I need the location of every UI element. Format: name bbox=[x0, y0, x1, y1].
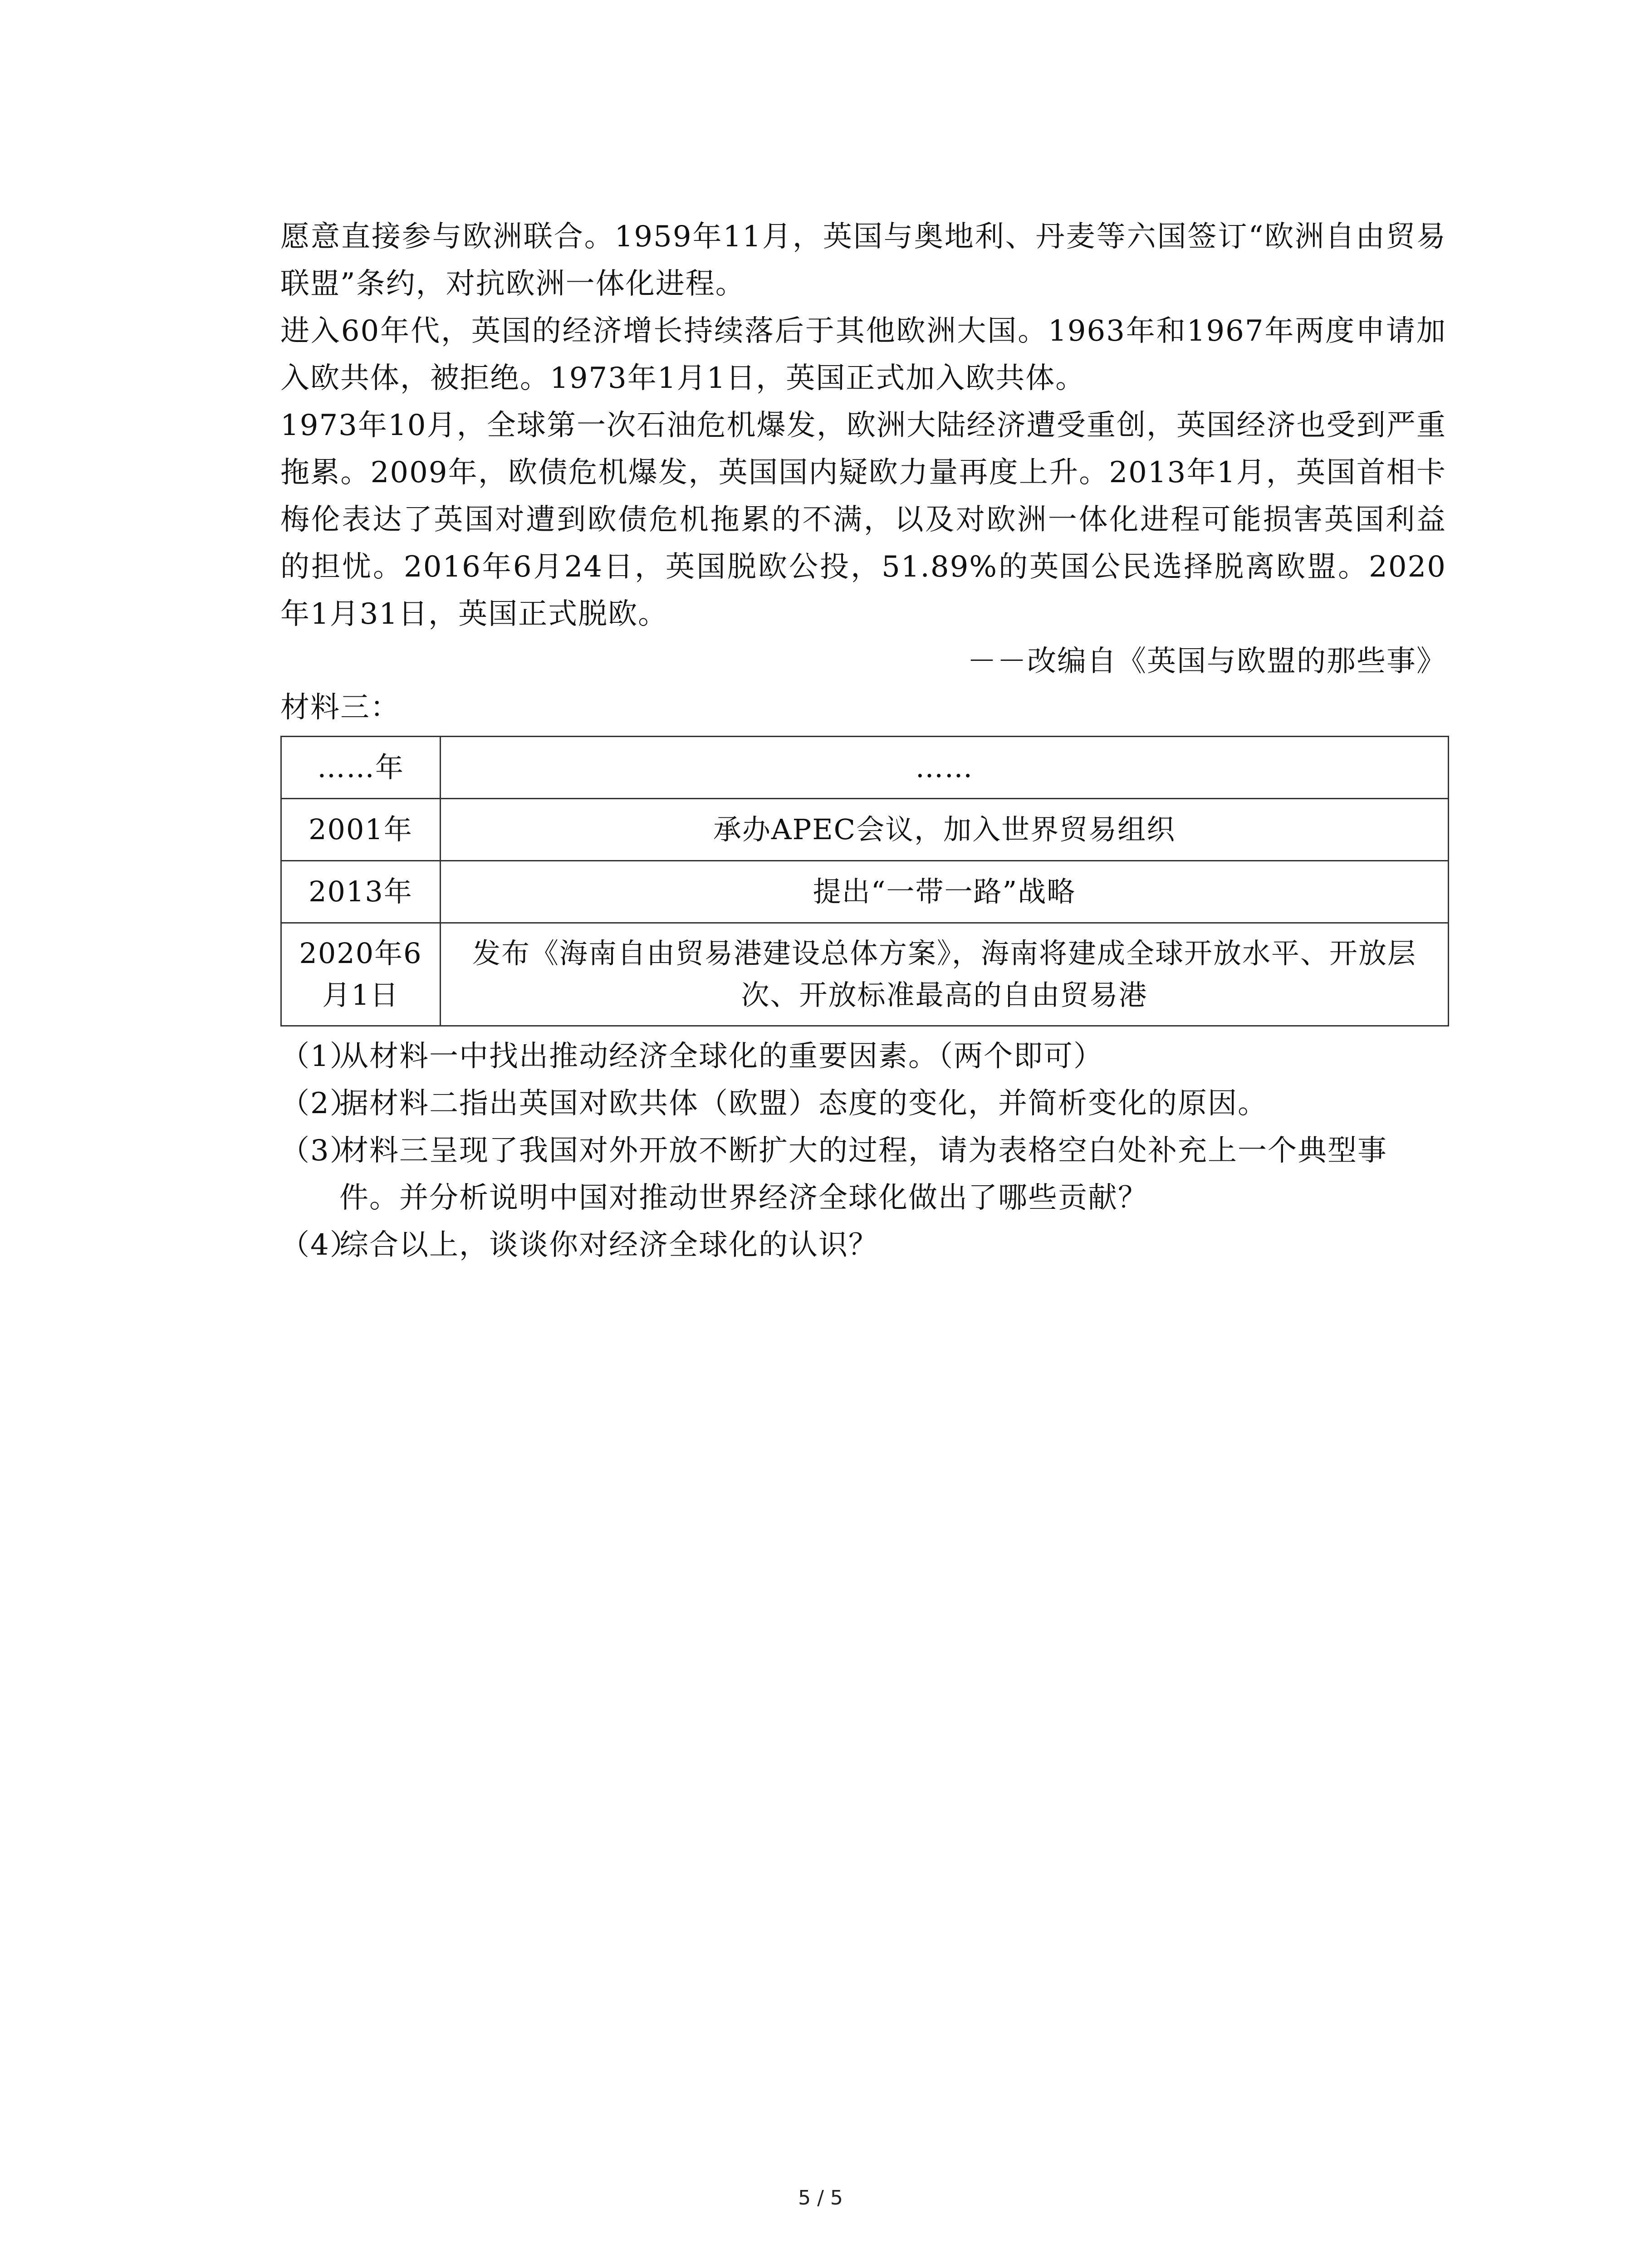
question-text: 材料三呈现了我国对外开放不断扩大的过程，请为表格空白处补充上一个典型事件。并分析说明中国对推动世界经济全球化做出了哪些贡献？ bbox=[339, 1134, 1387, 1215]
question-number: （3） bbox=[280, 1134, 360, 1168]
question-number: （2） bbox=[280, 1087, 360, 1120]
table-row bbox=[281, 923, 1449, 1026]
question-list bbox=[280, 1033, 1446, 1269]
material2-paragraph-3: 1973年10月，全球第一次石油危机爆发，欧洲大陆经济遭受重创，英国经济也受到严重拖累。2009年，欧债危机爆发，英国国内疑欧力量再度上升。2013年1月，英国首相卡梅伦表达了英国对遭到欧债危机拖累的不满，以及对欧洲一体化进程可能损害英国利益的担忧。2016年6月24日，英国脱欧公投，51.89%的英国公民选择脱离欧盟。2020年1月31日，英国正式脱欧。 bbox=[280, 409, 1446, 631]
material3-label: 材料三： bbox=[280, 691, 400, 724]
table-cell-event: …… bbox=[441, 737, 1449, 799]
table-row bbox=[281, 799, 1449, 861]
table-cell-event: 承办APEC会议，加入世界贸易组织 bbox=[441, 799, 1449, 861]
question-number: （1） bbox=[280, 1040, 360, 1073]
table-row bbox=[281, 861, 1449, 923]
table-cell-year: ……年 bbox=[281, 737, 441, 799]
page-content bbox=[280, 213, 1446, 1269]
question-text: 综合以上，谈谈你对经济全球化的认识？ bbox=[339, 1228, 878, 1262]
material2-source: －－改编自《英国与欧盟的那些事》 bbox=[967, 645, 1446, 678]
question-text: 据材料二指出英国对欧共体（欧盟）态度的变化，并简析变化的原因。 bbox=[339, 1087, 1268, 1120]
table-cell-event: 提出“一带一路”战略 bbox=[441, 861, 1449, 923]
material2-paragraph-2: 进入60年代，英国的经济增长持续落后于其他欧洲大国。1963年和1967年两度申请加入欧共体，被拒绝。1973年1月1日，英国正式加入欧共体。 bbox=[280, 314, 1446, 395]
table-cell-year: 2013年 bbox=[281, 861, 441, 923]
question-2 bbox=[280, 1080, 1446, 1127]
page-number: 5 / 5 bbox=[798, 2186, 843, 2209]
table-cell-year: 2020年6月1日 bbox=[281, 923, 441, 1026]
question-4 bbox=[280, 1222, 1446, 1269]
material3-table bbox=[280, 736, 1449, 1026]
question-number: （4） bbox=[280, 1228, 360, 1262]
question-1 bbox=[280, 1033, 1446, 1080]
table-row bbox=[281, 737, 1449, 799]
table-cell-event: 发布《海南自由贸易港建设总体方案》，海南将建成全球开放水平、开放层次、开放标准最高的自由贸易港 bbox=[441, 923, 1449, 1026]
table-cell-year: 2001年 bbox=[281, 799, 441, 861]
question-3 bbox=[280, 1127, 1446, 1222]
question-text: 从材料一中找出推动经济全球化的重要因素。（两个即可） bbox=[339, 1040, 1103, 1073]
material2-paragraph-1: 愿意直接参与欧洲联合。1959年11月，英国与奥地利、丹麦等六国签订“欧洲自由贸易联盟”条约，对抗欧洲一体化进程。 bbox=[280, 220, 1446, 301]
